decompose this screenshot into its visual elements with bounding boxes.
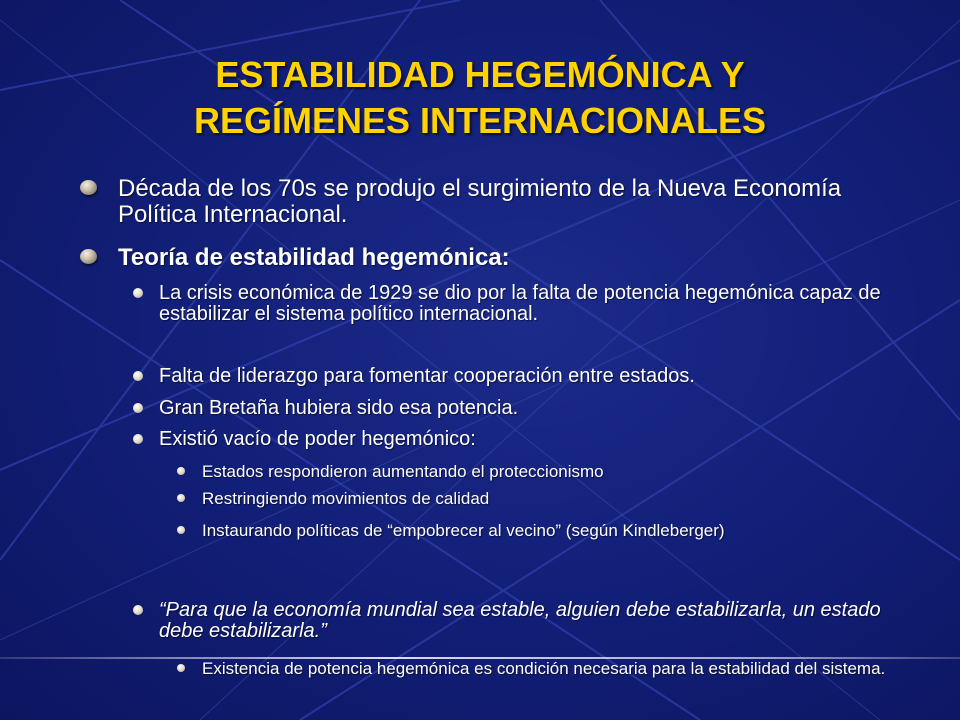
bullet-text: Existió vacío de poder hegemónico: <box>159 428 476 450</box>
slide-title-line-2: REGÍMENES INTERNACIONALES <box>193 100 767 141</box>
bullet-icon <box>80 249 97 264</box>
bullet-text: Década de los 70s se produjo el surgimiento de la Nueva Economía Política Internacional. <box>118 175 842 228</box>
bullet-icon <box>177 494 185 502</box>
bullet-icon <box>80 180 97 195</box>
bullet-text: Gran Bretaña hubiera sido esa potencia. <box>159 397 519 419</box>
bullet-text: “Para que la economía mundial sea estable, alguien debe estabilizarla, un estado debe estabilizarla.” <box>159 599 881 642</box>
bullet-text: La crisis económica de 1929 se dio por la falta de potencia hegemónica capaz de estabilizar el sistema político internacional. <box>159 282 881 325</box>
sub-bullet-item <box>159 429 899 450</box>
bullet-icon <box>177 526 185 534</box>
bullet-icon <box>133 403 143 413</box>
bullet-icon <box>133 605 143 615</box>
divider-line <box>0 657 960 659</box>
bullet-text: Instaurando políticas de “empobrecer al vecino” (según Kindleberger) <box>202 521 725 540</box>
sub-bullet-item <box>159 366 899 387</box>
sub-sub-bullet-item <box>202 489 892 509</box>
bullet-icon <box>133 434 143 444</box>
slide-title-line-1: ESTABILIDAD HEGEMÓNICA Y <box>215 54 745 95</box>
sub-sub-bullet-item <box>202 521 892 541</box>
bullet-item <box>118 245 878 271</box>
bullet-text: Restringiendo movimientos de calidad <box>202 489 490 508</box>
bullet-text: Teoría de estabilidad hegemónica: <box>118 244 510 271</box>
sub-sub-bullet-item <box>202 659 892 679</box>
sub-bullet-item <box>159 283 899 325</box>
bullet-text: Existencia de potencia hegemónica es condición necesaria para la estabilidad del sistema. <box>202 659 886 678</box>
bullet-text: Estados respondieron aumentando el proteccionismo <box>202 462 604 481</box>
bullet-icon <box>133 288 143 298</box>
bullet-text: Falta de liderazgo para fomentar cooperación entre estados. <box>159 365 695 387</box>
bullet-icon <box>133 371 143 381</box>
sub-sub-bullet-item <box>202 462 892 482</box>
sub-bullet-item <box>159 600 899 642</box>
sub-bullet-item <box>159 398 899 419</box>
bullet-item <box>118 176 878 228</box>
bullet-icon <box>177 467 185 475</box>
bullet-icon <box>177 664 185 672</box>
